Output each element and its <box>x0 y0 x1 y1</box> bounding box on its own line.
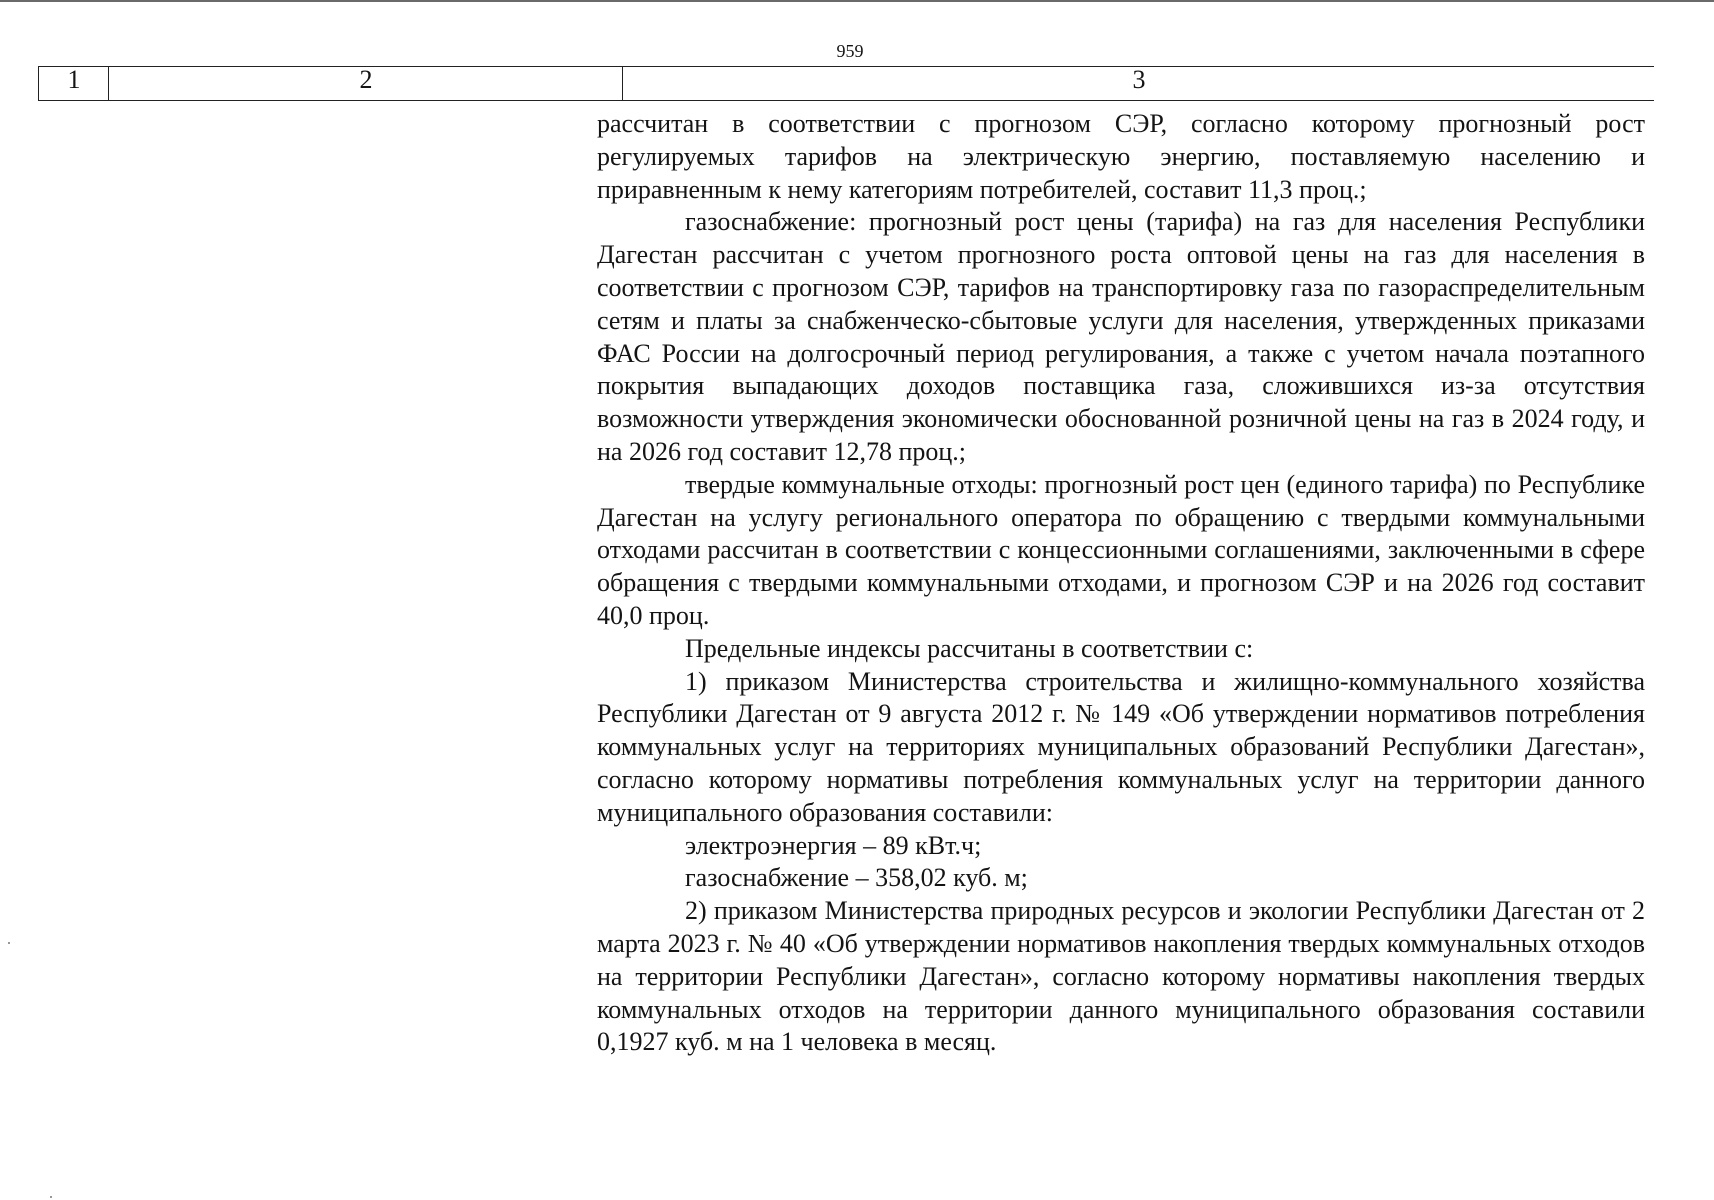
column-header-2: 2 <box>108 67 623 100</box>
column-header-table <box>38 66 1654 101</box>
paragraph-gas-supply: газоснабжение: прогнозный рост цены (тарифа) на газ для населения Республики Дагестан рассчитан с учетом прогнозного роста оптовой цены на газ для населения в соответствии с прогнозом СЭР, тарифов на транспортировку газа по газораспределительным сетям и платы за снабженческо-сбытовые услуги для населения, утвержденных приказами ФАС России на долгосрочный период регулирования, а также с учетом начала поэтапного покрытия выпадающих доходов поставщика газа, сложившихся из-за отсутствия возможности утверждения экономически обоснованной розничной цены на газ в 2024 году, и на 2026 год составит 12,78 проц.; <box>597 207 1645 466</box>
paragraph-order-ecology: 2) приказом Министерства природных ресурсов и экологии Республики Дагестан от 2 марта 2023 г. № 40 «Об утверждении нормативов накопления твердых коммунальных отходов на территории Республики Дагестан», согласно которому нормативы накопления твердых коммунальных отходов на территории данного муниципального образования составили 0,1927 куб. м на 1 человека в месяц. <box>597 896 1645 1057</box>
scan-speck <box>8 942 10 944</box>
paragraph-order-construction: 1) приказом Министерства строительства и жилищно-коммунального хозяйства Республики Дагестан от 9 августа 2012 г. № 149 «Об утверждении нормативов потребления коммунальных услуг на территориях муниципальных образований Республики Дагестан», согласно которому нормативы потребления коммунальных услуг на территории данного муниципального образования составили: <box>597 666 1645 827</box>
paragraph-limit-indices: Предельные индексы рассчитаны в соответствии с: <box>685 633 1254 663</box>
scan-speck <box>50 1196 52 1198</box>
paragraph-electricity-continuation: рассчитан в соответствии с прогнозом СЭР, согласно которому прогнозный рост регулируемых тарифов на электрическую энергию, поставляемую населению и приравненным к нему категориям потребителей, составит 11,3 проц.; <box>597 109 1645 204</box>
column-header-1: 1 <box>38 67 109 100</box>
page-number: 959 <box>836 41 864 61</box>
column-header-3: 3 <box>622 67 1655 100</box>
paragraph-solid-waste: твердые коммунальные отходы: прогнозный рост цен (единого тарифа) по Республике Дагестан на услугу регионального оператора по обращению с твердыми коммунальными отходами рассчитан в соответствии с концессионными соглашениями, заключенными в сфере обращения с твердыми коммунальными отходами, и прогнозом СЭР и на 2026 год составит 40,0 проц. <box>597 469 1645 630</box>
paragraph-electricity-norm: электроэнергия – 89 кВт.ч; <box>685 830 982 860</box>
paragraph-gas-norm: газоснабжение – 358,02 куб. м; <box>685 863 1028 893</box>
document-body <box>597 108 1645 1059</box>
scan-top-edge <box>0 0 1714 2</box>
